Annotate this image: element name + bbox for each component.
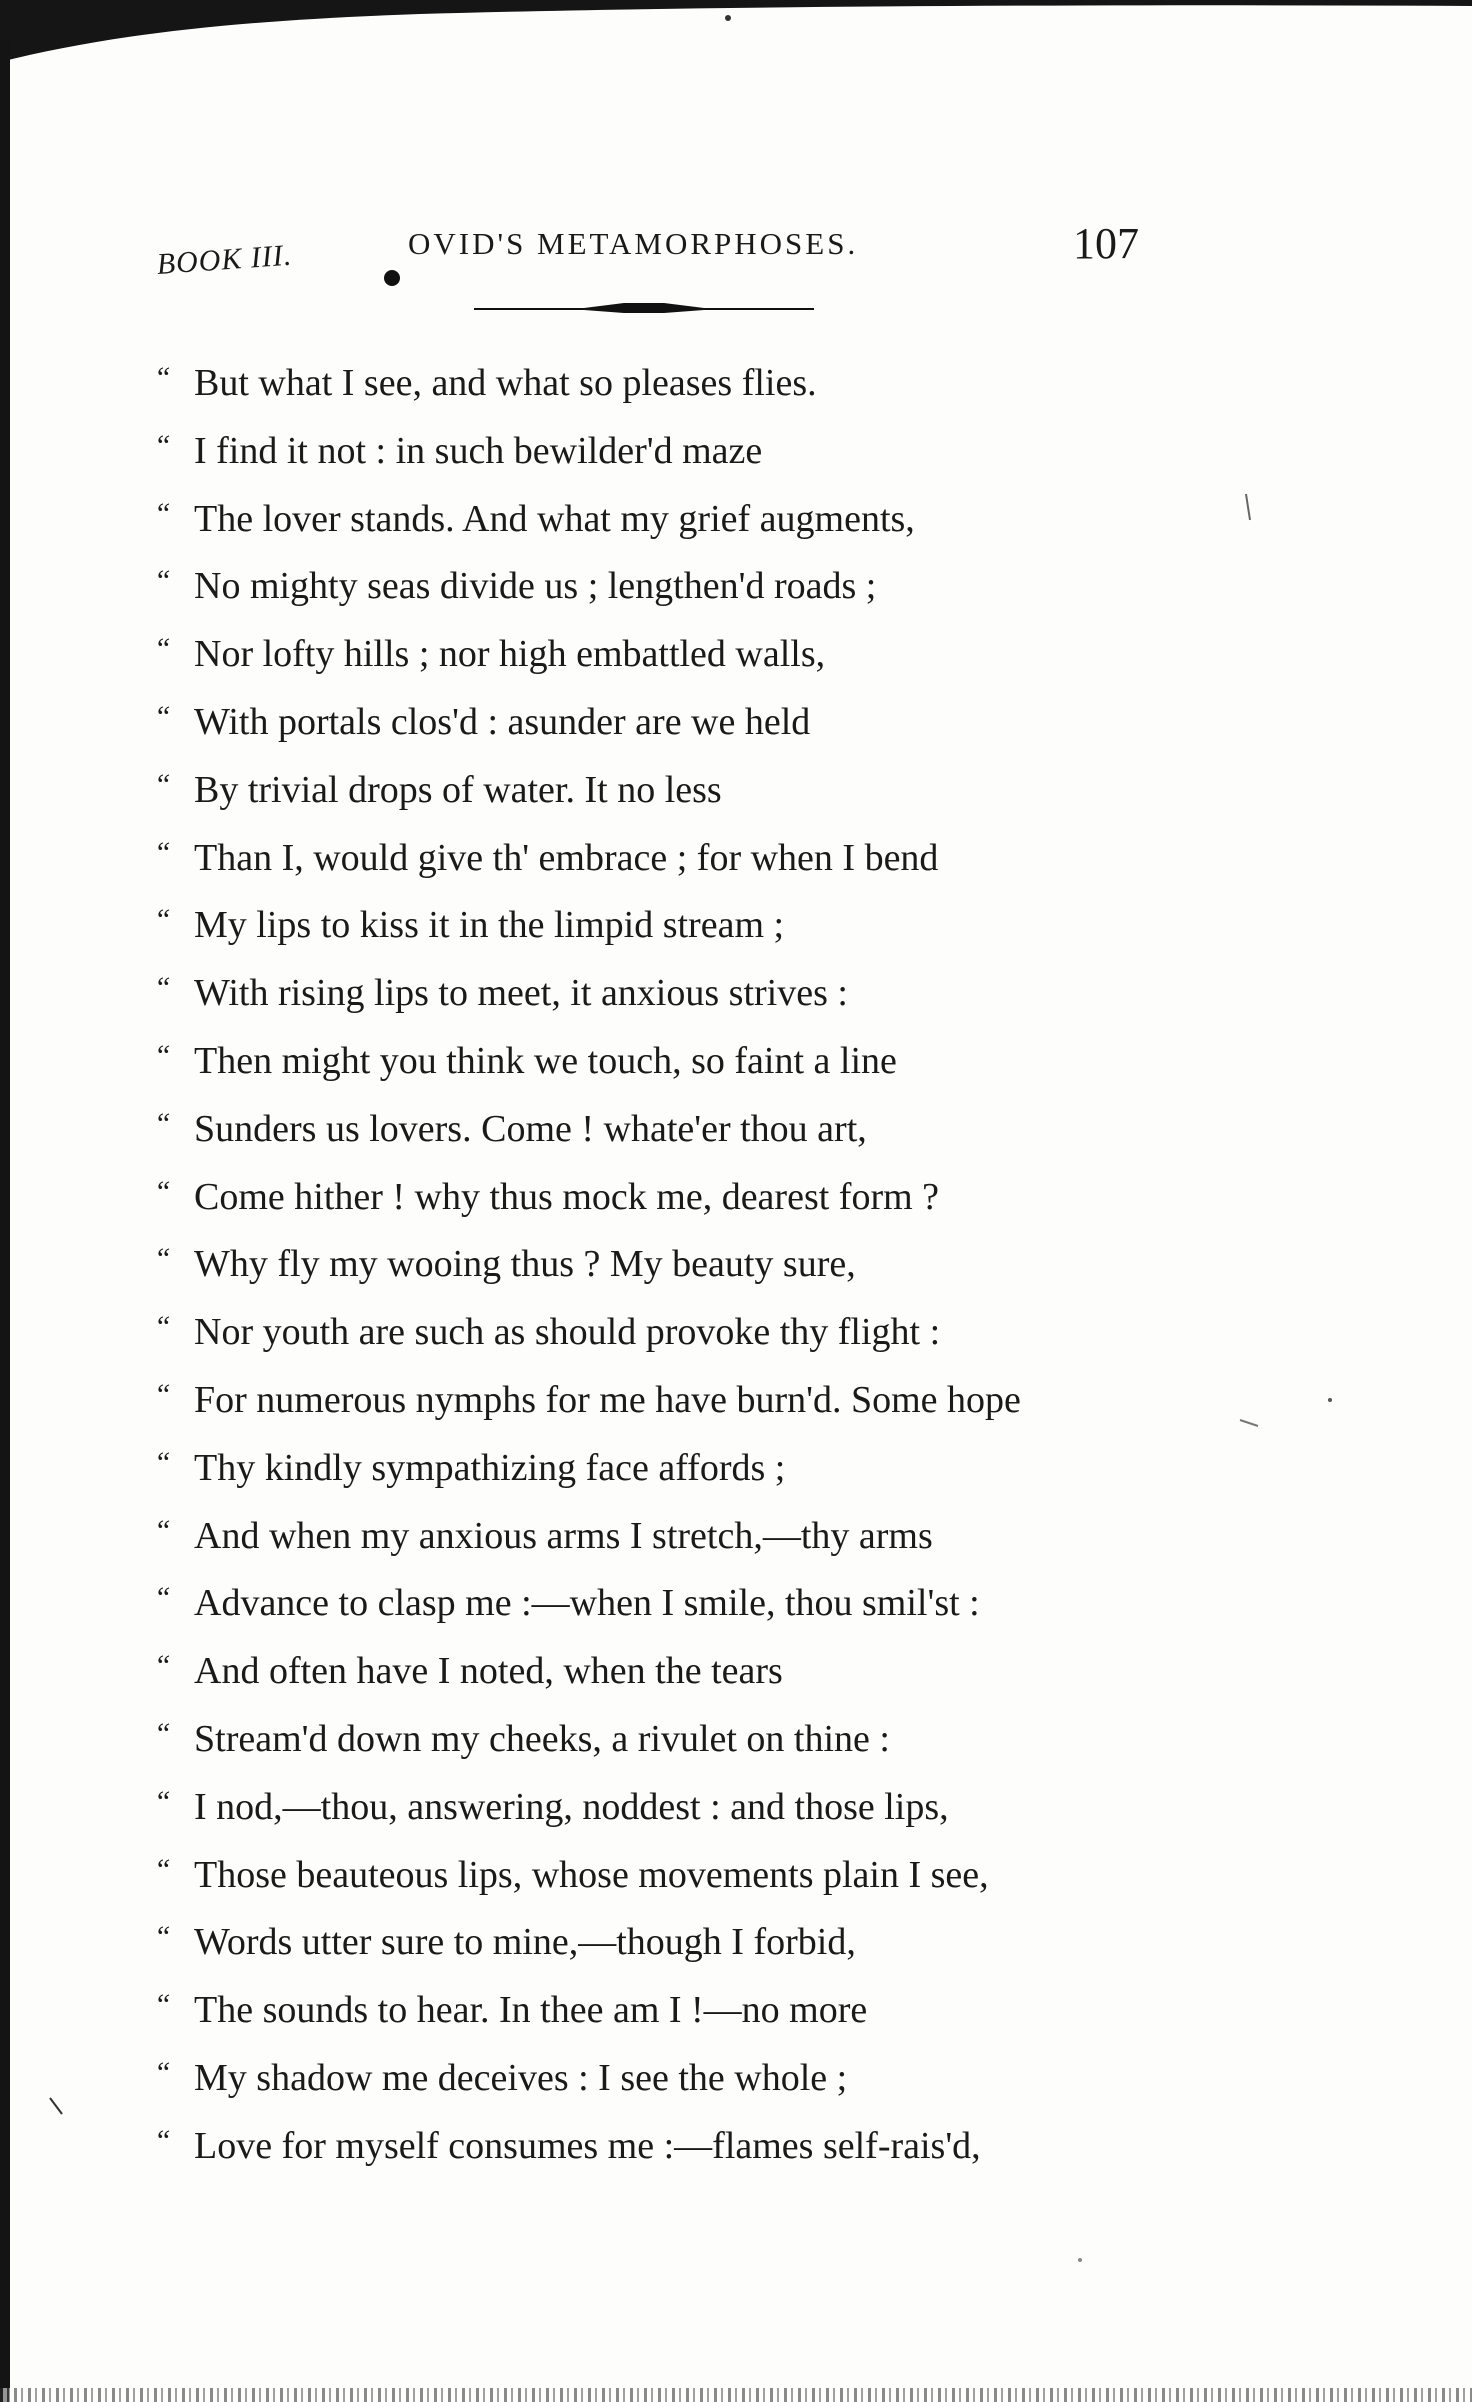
verse-text: Stream'd down my cheeks, a rivulet on thine :: [194, 1717, 890, 1760]
verse-line: [0, 1299, 1472, 1367]
opening-quote-mark: “: [154, 1242, 171, 1276]
opening-quote-mark: “: [154, 1784, 171, 1818]
opening-quote-mark: “: [154, 428, 171, 462]
verse-line: [0, 350, 1472, 418]
verse-line: [0, 486, 1472, 554]
opening-quote-mark: “: [154, 1852, 171, 1886]
verse-line: [0, 1706, 1472, 1774]
running-header: [0, 218, 1472, 298]
verse-text: My lips to kiss it in the limpid stream ;: [194, 904, 785, 947]
verse-line: [0, 1367, 1472, 1435]
book-label: BOOK III.: [155, 238, 294, 282]
verse-line: [0, 1435, 1472, 1503]
page-title: OVID'S METAMORPHOSES.: [408, 226, 859, 261]
opening-quote-mark: “: [154, 903, 171, 937]
header-rule: [474, 300, 814, 314]
verse-line: [0, 1164, 1472, 1232]
opening-quote-mark: “: [154, 2055, 171, 2089]
verse-text: For numerous nymphs for me have burn'd. Some hope: [194, 1378, 1021, 1421]
verse-line: [0, 1842, 1472, 1910]
verse-line: [0, 892, 1472, 960]
opening-quote-mark: “: [154, 1988, 171, 2022]
page-bottom-edge: [0, 2388, 1472, 2402]
verse-line: [0, 825, 1472, 893]
opening-quote-mark: “: [154, 1445, 171, 1479]
verse-line: [0, 689, 1472, 757]
verse-line: [0, 2045, 1472, 2113]
ink-dot: [384, 270, 400, 286]
verse-text: Advance to clasp me :—when I smile, thou smil'st :: [194, 1582, 980, 1625]
opening-quote-mark: “: [154, 1106, 171, 1140]
verse-line: [0, 1096, 1472, 1164]
opening-quote-mark: “: [154, 1174, 171, 1208]
verse-text: Those beauteous lips, whose movements plain I see,: [194, 1853, 989, 1896]
verse-line: [0, 960, 1472, 1028]
verse-text: By trivial drops of water. It no less: [194, 768, 722, 811]
verse-line: [0, 1570, 1472, 1638]
opening-quote-mark: “: [154, 1920, 171, 1954]
opening-quote-mark: “: [154, 1377, 171, 1411]
verse-text: Words utter sure to mine,—though I forbid,: [194, 1921, 856, 1964]
opening-quote-mark: “: [154, 361, 171, 394]
verse-text: Why fly my wooing thus ? My beauty sure,: [194, 1243, 856, 1286]
opening-quote-mark: “: [154, 1649, 171, 1683]
verse-line: [0, 1638, 1472, 1706]
verse-text: Thy kindly sympathizing face affords ;: [194, 1446, 786, 1489]
opening-quote-mark: “: [154, 632, 171, 666]
verse-line: [0, 2113, 1472, 2181]
verse-list: [0, 350, 1472, 2181]
verse-line: [0, 1774, 1472, 1842]
verse-text: With portals clos'd : asunder are we held: [194, 700, 811, 743]
verse-text: The lover stands. And what my grief augments,: [194, 497, 915, 540]
opening-quote-mark: “: [154, 699, 171, 733]
verse-line: [0, 1028, 1472, 1096]
verse-text: Then might you think we touch, so faint a line: [194, 1039, 897, 1082]
opening-quote-mark: “: [154, 1310, 171, 1344]
opening-quote-mark: “: [154, 1513, 171, 1547]
verse-text: Love for myself consumes me :—flames self-rais'd,: [194, 2124, 981, 2167]
verse-text: My shadow me deceives : I see the whole ;: [194, 2056, 848, 2099]
verse-line: [0, 757, 1472, 825]
verse-line: [0, 1977, 1472, 2045]
verse-text: I find it not : in such bewilder'd maze: [194, 429, 763, 472]
verse-text: Nor lofty hills ; nor high embattled walls,: [194, 633, 826, 676]
opening-quote-mark: “: [154, 835, 171, 869]
verse-line: [0, 418, 1472, 486]
verse-text: Than I, would give th' embrace ; for when I bend: [194, 836, 939, 879]
verse-text: I nod,—thou, answering, noddest : and those lips,: [194, 1785, 949, 1828]
opening-quote-mark: “: [154, 496, 171, 530]
opening-quote-mark: “: [154, 564, 171, 598]
page-curl-shadow: [0, 0, 1472, 120]
verse-text: With rising lips to meet, it anxious strives :: [194, 972, 848, 1015]
verse-text: And when my anxious arms I stretch,—thy arms: [194, 1514, 933, 1557]
verse-text: Sunders us lovers. Come ! whate'er thou art,: [194, 1107, 867, 1150]
verse-text: Nor youth are such as should provoke thy flight :: [194, 1311, 941, 1354]
verse-line: [0, 553, 1472, 621]
verse-text: No mighty seas divide us ; lengthen'd roads ;: [194, 565, 877, 608]
verse-line: [0, 1503, 1472, 1571]
opening-quote-mark: “: [154, 971, 171, 1005]
verse-text: And often have I noted, when the tears: [194, 1650, 783, 1693]
verse-line: [0, 1231, 1472, 1299]
verse-text: But what I see, and what so pleases flies.: [194, 362, 817, 404]
opening-quote-mark: “: [154, 1581, 171, 1615]
verse-text: The sounds to hear. In thee am I !—no more: [194, 1989, 868, 2032]
verse-line: [0, 621, 1472, 689]
opening-quote-mark: “: [154, 1038, 171, 1072]
page-number: 107: [1073, 219, 1139, 268]
opening-quote-mark: “: [154, 2123, 171, 2157]
verse-line: [0, 1909, 1472, 1977]
opening-quote-mark: “: [154, 767, 171, 801]
opening-quote-mark: “: [154, 1716, 171, 1750]
verse-text: Come hither ! why thus mock me, dearest form ?: [194, 1175, 940, 1218]
